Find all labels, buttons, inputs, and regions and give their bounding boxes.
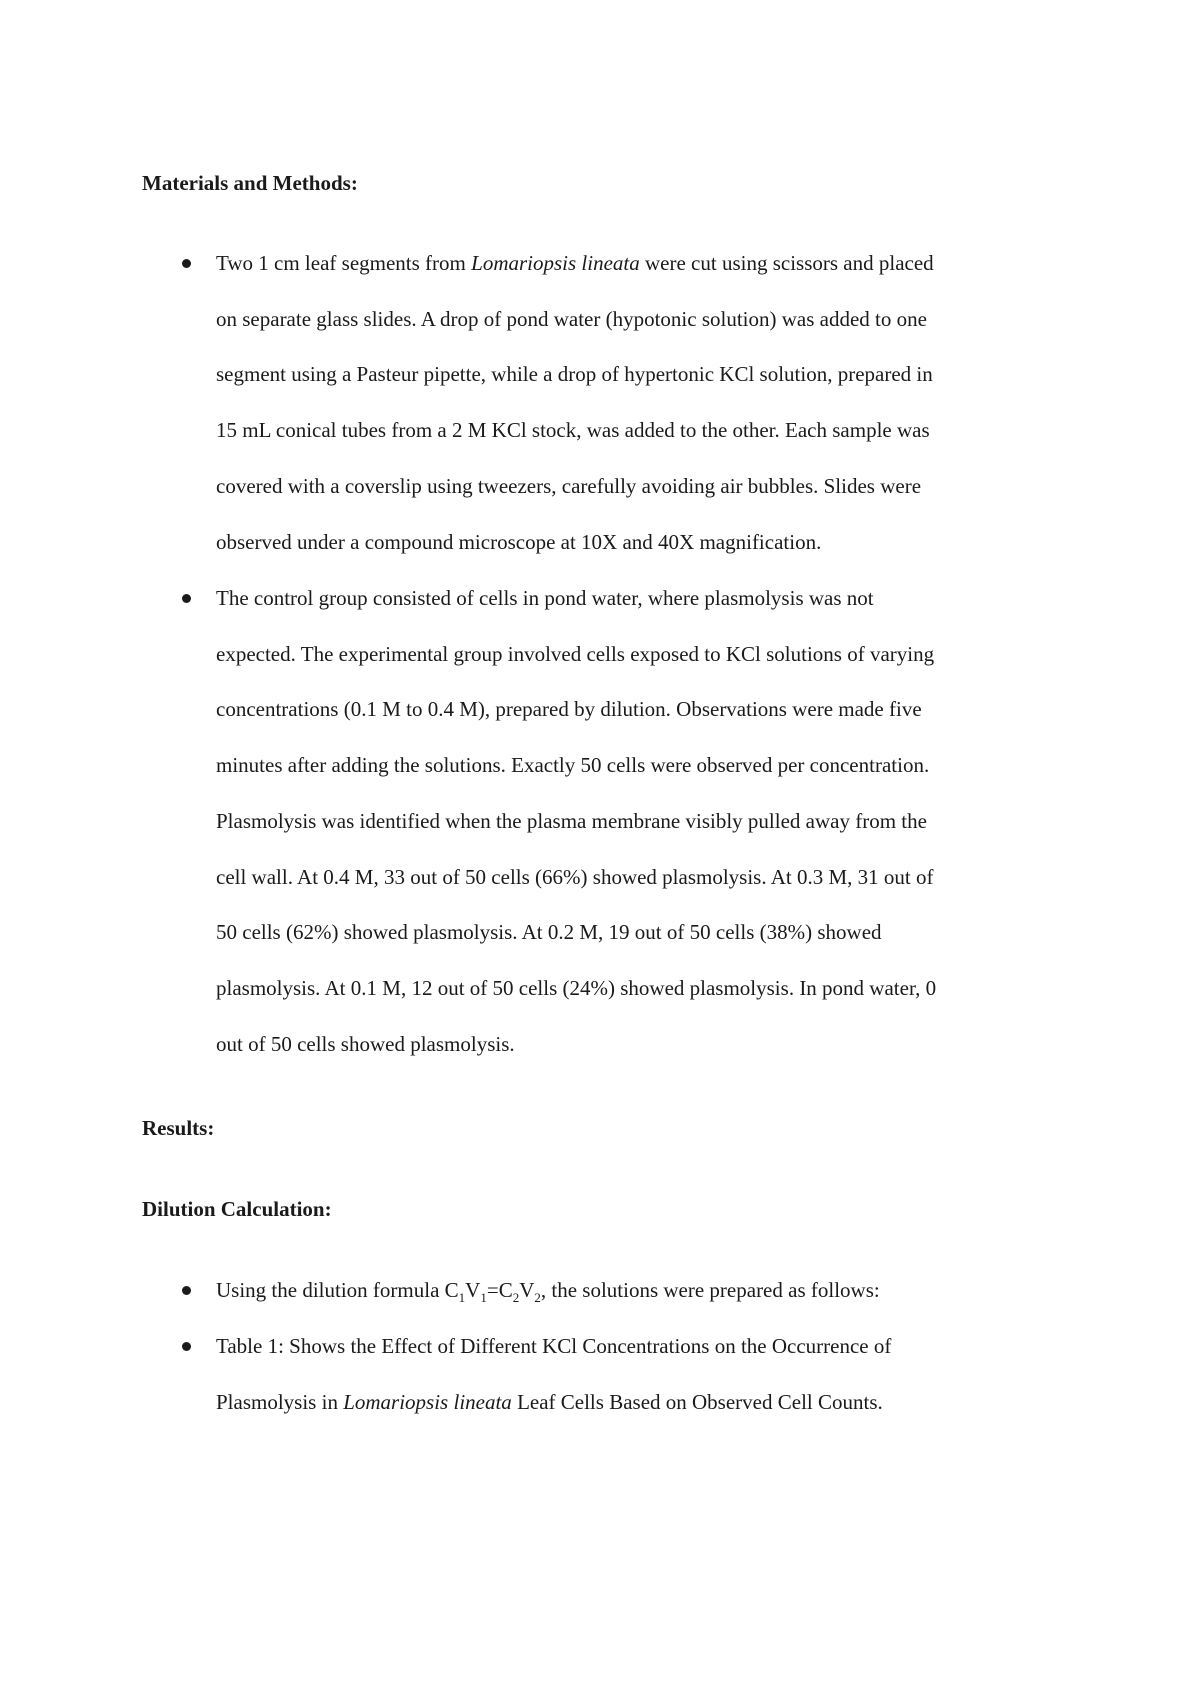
materials-methods-heading: Materials and Methods:	[142, 171, 358, 195]
dilution-formula-line	[216, 1277, 880, 1306]
formula-symbol: V	[519, 1278, 535, 1302]
dilution-calculation-heading: Dilution Calculation:	[142, 1197, 332, 1221]
bullet-icon	[182, 259, 191, 268]
text-line: on separate glass slides. A drop of pond water (hypotonic solution) was added to one	[216, 307, 927, 331]
text-fragment: Two 1 cm leaf segments from	[216, 251, 472, 275]
text-fragment: , the solutions were prepared as follows:	[540, 1278, 880, 1302]
subscript: 1	[458, 1290, 466, 1306]
bullet-icon	[182, 594, 191, 603]
text-line: 50 cells (62%) showed plasmolysis. At 0.2 M, 19 out of 50 cells (38%) showed	[216, 920, 882, 944]
table-caption-line: Table 1: Shows the Effect of Different KCl Concentrations on the Occurrence of	[216, 1334, 892, 1358]
text-fragment: Leaf Cells Based on Observed Cell Counts.	[511, 1390, 883, 1414]
text-line: cell wall. At 0.4 M, 33 out of 50 cells (66%) showed plasmolysis. At 0.3 M, 31 out of	[216, 865, 934, 889]
text-line: observed under a compound microscope at 10X and 40X magnification.	[216, 530, 822, 554]
text-line: plasmolysis. At 0.1 M, 12 out of 50 cells (24%) showed plasmolysis. In pond water, 0	[216, 976, 937, 1000]
text-line: segment using a Pasteur pipette, while a drop of hypertonic KCl solution, prepared in	[216, 362, 933, 386]
formula-symbol: =	[486, 1278, 499, 1302]
species-name: Lomariopsis lineata	[343, 1390, 512, 1414]
text-line: covered with a coverslip using tweezers, carefully avoiding air bubbles. Slides were	[216, 474, 922, 498]
bullet-icon	[182, 1342, 191, 1351]
text-line: Plasmolysis was identified when the plasma membrane visibly pulled away from the	[216, 809, 927, 833]
text-fragment: Plasmolysis in	[216, 1390, 344, 1414]
formula-symbol: C	[444, 1278, 459, 1302]
subscript: 2	[512, 1290, 520, 1306]
text-line: minutes after adding the solutions. Exactly 50 cells were observed per concentration.	[216, 753, 930, 777]
text-line: concentrations (0.1 M to 0.4 M), prepared by dilution. Observations were made five	[216, 697, 922, 721]
species-name: Lomariopsis lineata	[471, 251, 640, 275]
text-line: The control group consisted of cells in pond water, where plasmolysis was not	[216, 586, 874, 610]
text-line: expected. The experimental group involved cells exposed to KCl solutions of varying	[216, 642, 935, 666]
text-line: 15 mL conical tubes from a 2 M KCl stock, was added to the other. Each sample was	[216, 418, 930, 442]
text-line	[216, 250, 934, 276]
table-caption-line	[216, 1389, 883, 1415]
subscript: 2	[534, 1290, 541, 1306]
subscript: 1	[480, 1290, 487, 1306]
text-fragment: were cut using scissors and placed	[639, 251, 934, 275]
formula-symbol: C	[498, 1278, 513, 1302]
text-fragment: Using the dilution formula	[216, 1278, 445, 1302]
bullet-icon	[182, 1286, 191, 1295]
formula-symbol: V	[465, 1278, 481, 1302]
text-line: out of 50 cells showed plasmolysis.	[216, 1032, 515, 1056]
results-heading: Results:	[142, 1116, 215, 1140]
